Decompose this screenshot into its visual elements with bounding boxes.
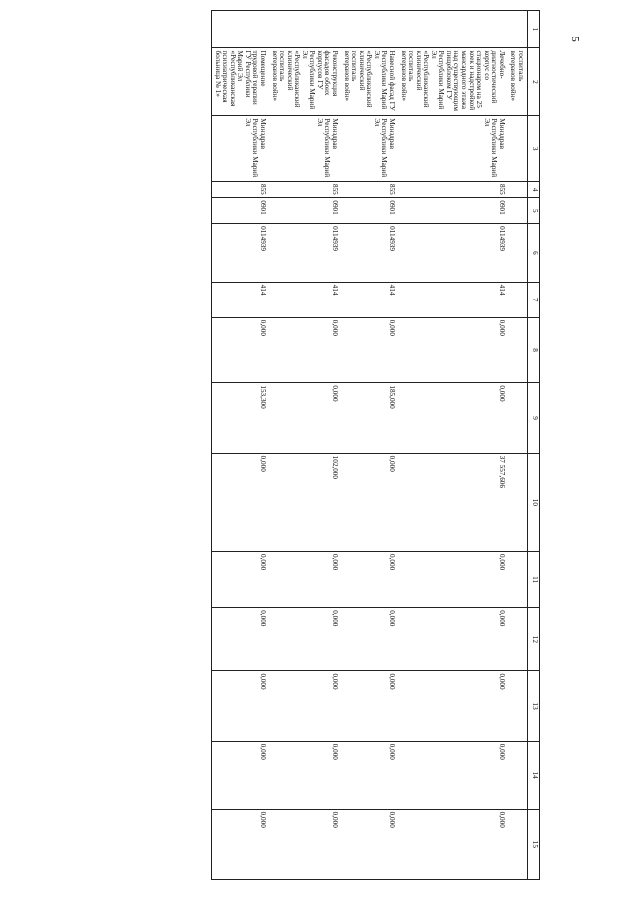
cell: 855	[341, 181, 398, 197]
cell	[508, 741, 528, 809]
column-header: 1	[528, 11, 540, 48]
cell: Лечебно-диагностический корпус со стационаром на 25 коек и надстройкой мансардного этажа над существующим пищеблоком ГУ Республики Марий Эл «Республиканский клинический госпиталь ветеранов войн»	[398, 48, 508, 116]
cell	[508, 671, 528, 741]
cell: 0,000	[341, 317, 398, 383]
cell: 0,000	[269, 809, 341, 879]
cell: 0,000	[398, 809, 508, 879]
cell: 0,000	[269, 671, 341, 741]
column-header: 6	[528, 224, 540, 283]
cell: 0,000	[341, 809, 398, 879]
cell: 0114939	[269, 224, 341, 283]
cell: 0,000	[269, 552, 341, 608]
cell: 0,000	[341, 453, 398, 551]
column-header: 14	[528, 741, 540, 809]
column-header: 8	[528, 317, 540, 383]
cell: 0,000	[212, 608, 269, 671]
cell	[508, 224, 528, 283]
cell: 0,000	[398, 552, 508, 608]
cell	[508, 282, 528, 317]
cell: 0,000	[398, 383, 508, 453]
cell: 153,300	[212, 383, 269, 453]
cell: 0,000	[212, 671, 269, 741]
column-header: 4	[528, 181, 540, 197]
budget-table	[211, 10, 540, 880]
column-header: 12	[528, 608, 540, 671]
cell	[508, 317, 528, 383]
cell: 414	[212, 282, 269, 317]
table-row	[341, 11, 398, 880]
table-row	[398, 11, 508, 880]
cell: Реконструкция фасадов обоих корпусов ГУ Республики Марий Эл «Республиканский клинический госпиталь ветеранов войн»	[269, 48, 341, 116]
cell: госпиталь ветеранов войн»	[508, 48, 528, 116]
cell	[508, 552, 528, 608]
cell	[508, 608, 528, 671]
cell	[508, 453, 528, 551]
cell: 414	[269, 282, 341, 317]
cell: 0,000	[341, 741, 398, 809]
cell	[508, 181, 528, 197]
cell: Минздрав Республики Марий Эл	[398, 116, 508, 182]
header-row	[528, 11, 540, 880]
cell: 0,000	[269, 383, 341, 453]
cell: 0901	[269, 198, 341, 224]
cell: Помещение трудовой терапии ГУ Республики Марий Эл «Республиканская психиатрическая больница № 1»	[212, 48, 269, 116]
cell: Навесной фасад ГУ Республики Марий Эл «Республиканский клинический госпиталь ветеранов войн»	[341, 48, 398, 116]
cell: 0114939	[398, 224, 508, 283]
cell: 855	[398, 181, 508, 197]
cell	[508, 383, 528, 453]
cell: Минздрав Республики Марий Эл	[212, 116, 269, 182]
column-header: 2	[528, 48, 540, 116]
cell: Минздрав Республики Марий Эл	[269, 116, 341, 182]
cell	[269, 11, 341, 48]
cell	[341, 11, 398, 48]
column-header: 5	[528, 198, 540, 224]
cell: 0901	[341, 198, 398, 224]
cell: 855	[212, 181, 269, 197]
table-row	[212, 11, 269, 880]
cell: 0114939	[212, 224, 269, 283]
cell	[508, 116, 528, 182]
cell: 0901	[398, 198, 508, 224]
table-row	[508, 11, 528, 880]
cell: 102,000	[269, 453, 341, 551]
cell: 0,000	[212, 552, 269, 608]
cell: 0,000	[398, 671, 508, 741]
cell: 185,000	[341, 383, 398, 453]
cell: 0,000	[398, 608, 508, 671]
cell: 0,000	[341, 552, 398, 608]
column-header: 7	[528, 282, 540, 317]
cell: 0114939	[341, 224, 398, 283]
column-header: 10	[528, 453, 540, 551]
page-number: 5	[568, 36, 581, 42]
column-header: 9	[528, 383, 540, 453]
cell: 414	[341, 282, 398, 317]
cell: 0,000	[341, 608, 398, 671]
cell: 0,000	[269, 317, 341, 383]
cell: Минздрав Республики Марий Эл	[341, 116, 398, 182]
cell	[508, 198, 528, 224]
table-row	[269, 11, 341, 880]
cell	[508, 11, 528, 48]
column-header: 11	[528, 552, 540, 608]
column-header: 13	[528, 671, 540, 741]
cell	[212, 11, 269, 48]
cell: 37 557,606	[398, 453, 508, 551]
cell: 0,000	[212, 809, 269, 879]
cell: 0,000	[398, 741, 508, 809]
rotated-page	[110, 10, 540, 880]
cell	[508, 809, 528, 879]
cell: 855	[269, 181, 341, 197]
cell: 0,000	[212, 741, 269, 809]
column-header: 3	[528, 116, 540, 182]
cell: 414	[398, 282, 508, 317]
cell: 0,000	[341, 671, 398, 741]
cell: 0,000	[269, 741, 341, 809]
cell: 0901	[212, 198, 269, 224]
cell: 0,000	[398, 317, 508, 383]
column-header: 15	[528, 809, 540, 879]
cell	[398, 11, 508, 48]
cell: 0,000	[212, 453, 269, 551]
cell: 0,000	[269, 608, 341, 671]
cell: 0,000	[212, 317, 269, 383]
